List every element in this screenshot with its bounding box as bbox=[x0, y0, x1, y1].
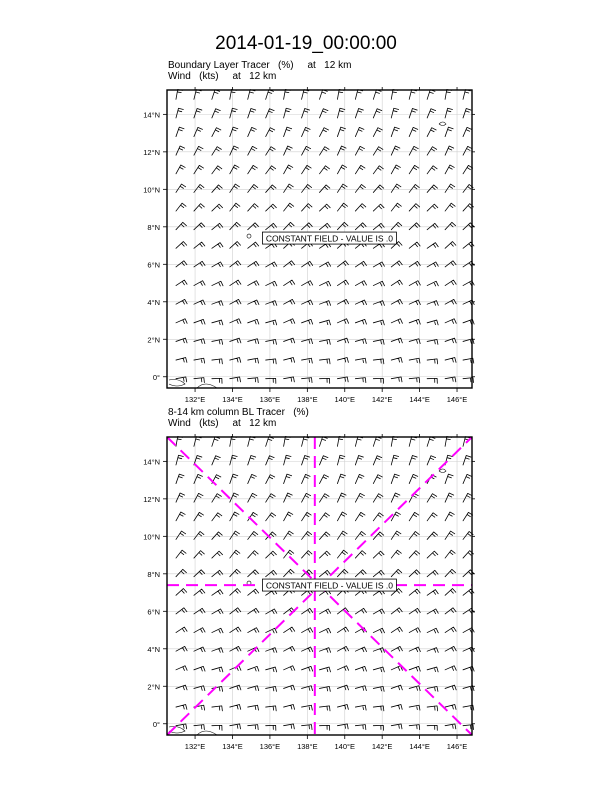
wind-barb bbox=[391, 455, 398, 465]
wind-barb bbox=[355, 725, 365, 730]
wind-barb bbox=[355, 570, 366, 577]
wind-barb bbox=[409, 474, 418, 483]
wind-barb bbox=[230, 550, 240, 558]
wind-barb bbox=[391, 436, 398, 446]
wind-barb bbox=[230, 474, 238, 483]
main-title: 2014-01-19_00:00:00 bbox=[215, 33, 397, 54]
wind-barb bbox=[176, 569, 186, 576]
lat-tick-label: 4°N bbox=[147, 644, 160, 654]
wind-barb bbox=[212, 706, 223, 711]
wind-barb bbox=[445, 705, 456, 710]
wind-barb bbox=[284, 474, 292, 483]
wind-barb bbox=[445, 589, 456, 596]
wind-barb bbox=[230, 512, 239, 521]
lon-tick-label: 134°E bbox=[222, 395, 243, 404]
wind-barb bbox=[337, 666, 348, 671]
wind-barb bbox=[409, 725, 419, 730]
wind-barb bbox=[427, 532, 437, 540]
wind-barb bbox=[427, 706, 438, 711]
wind-barb bbox=[194, 628, 205, 633]
wind-barb bbox=[230, 685, 241, 690]
wind-barb bbox=[230, 724, 241, 729]
wind-barb bbox=[409, 531, 419, 539]
wind-barb bbox=[212, 725, 222, 730]
lat-tick-label: 10°N bbox=[143, 532, 160, 542]
wind-barb bbox=[427, 648, 438, 653]
wind-barb bbox=[427, 667, 438, 672]
lon-tick-label: 146°E bbox=[446, 395, 468, 404]
constant-field-text: CONSTANT FIELD - VALUE IS .0 bbox=[265, 233, 393, 244]
wind-barb bbox=[355, 493, 364, 502]
wind-barb bbox=[391, 705, 402, 710]
lat-tick-label: 6°N bbox=[147, 260, 160, 270]
wind-barb bbox=[212, 494, 222, 502]
wind-barb bbox=[176, 512, 185, 521]
wind-barb bbox=[320, 475, 329, 484]
wind-barb bbox=[266, 648, 277, 653]
wind-barb bbox=[427, 456, 435, 465]
wind-barb bbox=[194, 551, 204, 558]
wind-barb bbox=[266, 551, 277, 558]
wind-barb bbox=[302, 474, 311, 483]
wind-barb bbox=[194, 725, 204, 730]
wind-barb bbox=[284, 436, 291, 446]
panel-2-field-label: 8-14 km column BL Tracer (%) bbox=[168, 407, 309, 418]
wind-barb bbox=[445, 436, 452, 446]
wind-barb bbox=[266, 725, 276, 730]
wind-barb bbox=[409, 628, 420, 633]
wind-barb bbox=[266, 686, 277, 691]
wind-barb bbox=[445, 627, 456, 632]
wind-barb bbox=[427, 437, 435, 447]
wind-barb bbox=[373, 686, 384, 691]
wind-barb bbox=[320, 532, 330, 540]
wind-barb bbox=[337, 531, 347, 539]
wind-barb bbox=[337, 569, 347, 576]
wind-barb bbox=[355, 455, 363, 464]
lon-tick-label: 144°E bbox=[409, 395, 430, 404]
wind-barb bbox=[230, 493, 239, 502]
lat-tick-label: 10°N bbox=[143, 185, 160, 195]
wind-barb bbox=[212, 437, 220, 447]
wind-barb bbox=[427, 686, 438, 691]
lat-tick-label: 8°N bbox=[147, 569, 160, 579]
wind-barb bbox=[248, 531, 258, 539]
wind-barb bbox=[302, 437, 309, 447]
lon-tick-label: 136°E bbox=[259, 395, 281, 404]
wind-barb bbox=[409, 551, 419, 558]
wind-barb bbox=[248, 455, 256, 464]
lon-tick-label: 134°E bbox=[222, 742, 243, 751]
wind-barb bbox=[176, 666, 187, 671]
wind-barb bbox=[284, 531, 294, 539]
wind-barb bbox=[445, 569, 455, 576]
lon-tick-label: 136°E bbox=[259, 742, 281, 751]
wind-barb bbox=[409, 647, 420, 652]
wind-barb bbox=[320, 494, 330, 502]
wind-barb bbox=[337, 512, 346, 521]
wind-barb bbox=[212, 551, 223, 558]
wind-barb bbox=[176, 493, 185, 502]
wind-barb bbox=[320, 706, 331, 711]
wind-barb bbox=[230, 455, 237, 465]
wind-barb bbox=[373, 475, 382, 484]
wind-barb bbox=[445, 685, 456, 690]
wind-barb bbox=[409, 570, 420, 577]
lat-tick-label: 2°N bbox=[147, 682, 160, 692]
wind-barb bbox=[373, 513, 383, 521]
lon-tick-label: 138°E bbox=[297, 742, 318, 751]
constant-field-text: CONSTANT FIELD - VALUE IS .0 bbox=[265, 580, 393, 591]
wind-barb bbox=[248, 725, 258, 730]
wind-barb bbox=[409, 455, 417, 464]
wind-barb bbox=[337, 436, 344, 446]
wind-barb bbox=[409, 512, 419, 520]
wind-barb bbox=[302, 551, 312, 558]
wind-barb bbox=[427, 628, 438, 633]
wind-barb bbox=[320, 437, 328, 447]
wind-barb bbox=[248, 570, 259, 577]
wind-barb bbox=[248, 551, 258, 558]
wind-barb bbox=[337, 455, 344, 465]
wind-barb bbox=[230, 531, 240, 539]
wind-barb bbox=[320, 513, 330, 521]
wind-barb bbox=[445, 724, 456, 729]
wind-barb bbox=[445, 512, 454, 521]
lat-tick-label: 14°N bbox=[143, 110, 160, 120]
wind-barb bbox=[373, 494, 383, 502]
wind-barb bbox=[391, 627, 402, 632]
wind-barb bbox=[302, 455, 310, 464]
lon-tick-label: 142°E bbox=[371, 742, 393, 751]
wind-barb bbox=[266, 628, 277, 633]
wind-barb bbox=[284, 705, 295, 710]
wind-barb bbox=[230, 627, 241, 632]
wind-barb bbox=[445, 493, 454, 502]
wind-barb bbox=[463, 474, 472, 483]
lon-tick-label: 132°E bbox=[184, 395, 206, 404]
wind-barb bbox=[194, 531, 204, 539]
lat-tick-label: 4°N bbox=[147, 297, 160, 307]
lon-tick-label: 142°E bbox=[371, 395, 393, 404]
wind-barb bbox=[230, 705, 241, 710]
wind-barb bbox=[373, 667, 384, 672]
wind-barb bbox=[284, 550, 294, 558]
wind-barb bbox=[230, 608, 241, 614]
wind-barb bbox=[391, 685, 402, 690]
lat-tick-label: 8°N bbox=[147, 222, 160, 232]
wind-barb bbox=[409, 705, 420, 710]
panel-2-wind-label: Wind (kts) at 12 km bbox=[168, 418, 277, 429]
wind-barb bbox=[320, 648, 331, 653]
wind-barb bbox=[230, 436, 237, 446]
wind-barb bbox=[284, 493, 293, 502]
wind-barb bbox=[391, 724, 402, 729]
wind-barb bbox=[355, 647, 366, 652]
panel-2-constant-field-label bbox=[262, 579, 396, 591]
wind-barb bbox=[284, 569, 294, 576]
wind-barb bbox=[248, 666, 259, 671]
wind-barb bbox=[391, 550, 401, 558]
wind-barb bbox=[212, 667, 223, 672]
wind-barb bbox=[266, 667, 277, 672]
wind-barb bbox=[337, 724, 348, 729]
wind-barb bbox=[355, 666, 366, 671]
wind-barb bbox=[373, 456, 381, 465]
wind-barb bbox=[391, 608, 402, 614]
wind-barb bbox=[302, 705, 313, 710]
wind-barb bbox=[373, 648, 384, 653]
wind-barb bbox=[284, 455, 291, 465]
wind-barb bbox=[463, 493, 472, 502]
lon-tick-label: 140°E bbox=[334, 742, 356, 751]
wind-barb bbox=[248, 437, 255, 447]
wind-barb bbox=[194, 647, 205, 652]
wind-barb bbox=[409, 589, 420, 595]
wind-barb bbox=[355, 531, 365, 539]
wind-barb bbox=[355, 705, 366, 710]
wind-barb bbox=[284, 666, 295, 671]
lat-tick-label: 12°N bbox=[143, 147, 160, 157]
wind-barb bbox=[320, 725, 330, 730]
panel-1-wind-label: Wind (kts) at 12 km bbox=[168, 71, 277, 82]
lat-tick-label: 0° bbox=[152, 719, 160, 729]
wind-barb bbox=[445, 531, 455, 539]
lat-tick-label: 2°N bbox=[147, 335, 160, 345]
wind-barb bbox=[266, 437, 274, 447]
wind-barb bbox=[427, 551, 438, 558]
wind-barb bbox=[194, 666, 205, 671]
wind-barb bbox=[284, 685, 295, 690]
wind-barb bbox=[284, 512, 293, 521]
wind-barb bbox=[320, 667, 331, 672]
lon-tick-label: 140°E bbox=[334, 395, 356, 404]
wind-barb bbox=[391, 531, 401, 539]
wind-barb bbox=[427, 725, 437, 730]
wind-barb bbox=[248, 705, 259, 710]
lon-tick-label: 132°E bbox=[184, 742, 206, 751]
wind-barb bbox=[427, 513, 437, 521]
wind-barb bbox=[409, 666, 420, 671]
wind-barb bbox=[445, 666, 456, 671]
wind-barb bbox=[212, 513, 222, 521]
wind-barb bbox=[427, 494, 437, 502]
lon-tick-label: 146°E bbox=[446, 742, 468, 751]
wind-barb bbox=[302, 725, 312, 730]
wind-barb bbox=[427, 590, 438, 596]
wind-barb bbox=[248, 474, 257, 483]
wind-barb bbox=[176, 474, 184, 483]
wind-barb bbox=[445, 550, 455, 558]
wind-barb bbox=[337, 627, 348, 632]
lat-tick-label: 12°N bbox=[143, 494, 160, 504]
lat-tick-label: 0° bbox=[152, 372, 160, 382]
wind-barb bbox=[284, 724, 295, 729]
wind-barb bbox=[373, 437, 381, 447]
wind-barb bbox=[355, 474, 364, 483]
wind-barb bbox=[337, 550, 347, 558]
panel-1-field-label: Boundary Layer Tracer (%) at 12 km bbox=[168, 60, 352, 71]
wind-barb bbox=[194, 570, 205, 577]
lat-tick-label: 14°N bbox=[143, 457, 160, 467]
wind-barb bbox=[391, 474, 399, 483]
wind-barb bbox=[391, 569, 401, 576]
wind-barb bbox=[355, 551, 365, 558]
wind-barb bbox=[176, 531, 186, 539]
wind-barb bbox=[176, 608, 187, 614]
lat-tick-label: 6°N bbox=[147, 607, 160, 617]
wind-barb bbox=[337, 705, 348, 710]
wind-barb bbox=[248, 589, 259, 595]
wind-barb bbox=[266, 513, 276, 521]
wind-barb bbox=[212, 628, 223, 633]
lon-tick-label: 144°E bbox=[409, 742, 430, 751]
wind-barb bbox=[320, 456, 328, 465]
wind-barb bbox=[176, 436, 183, 446]
wind-barb bbox=[355, 437, 362, 447]
wind-barb bbox=[391, 512, 400, 521]
wind-barb bbox=[176, 705, 187, 710]
wind-barb bbox=[212, 590, 223, 596]
wind-barb bbox=[320, 551, 331, 558]
wind-barb bbox=[212, 532, 222, 540]
wind-barb bbox=[176, 550, 186, 558]
wind-barb bbox=[337, 474, 345, 483]
wind-barb bbox=[176, 455, 183, 465]
wind-barb bbox=[302, 512, 312, 520]
wind-barb bbox=[302, 493, 311, 502]
wind-barb bbox=[176, 685, 187, 690]
wind-barb bbox=[194, 589, 205, 595]
wind-barb bbox=[176, 627, 187, 632]
wind-barb bbox=[212, 648, 223, 653]
wind-barb bbox=[248, 628, 259, 633]
wind-barb bbox=[212, 456, 220, 465]
wind-barb bbox=[230, 589, 241, 596]
wind-barb bbox=[248, 493, 257, 502]
wind-barb bbox=[320, 628, 331, 633]
wind-barb bbox=[409, 437, 416, 447]
wind-barb bbox=[373, 628, 384, 633]
wind-barb bbox=[266, 706, 277, 711]
wind-barb bbox=[302, 531, 312, 539]
wind-barb bbox=[230, 569, 240, 576]
wind-barb bbox=[445, 474, 453, 483]
wind-barb bbox=[320, 686, 331, 691]
wind-barb bbox=[445, 608, 456, 614]
wind-barb bbox=[391, 493, 400, 502]
wind-barb bbox=[463, 455, 471, 464]
wind-barb bbox=[176, 589, 187, 596]
wind-barb bbox=[355, 512, 365, 520]
wind-barb bbox=[284, 627, 295, 632]
wind-barb bbox=[463, 512, 473, 520]
wind-barb bbox=[337, 685, 348, 690]
lon-tick-label: 138°E bbox=[297, 395, 318, 404]
wind-barb bbox=[266, 494, 276, 502]
